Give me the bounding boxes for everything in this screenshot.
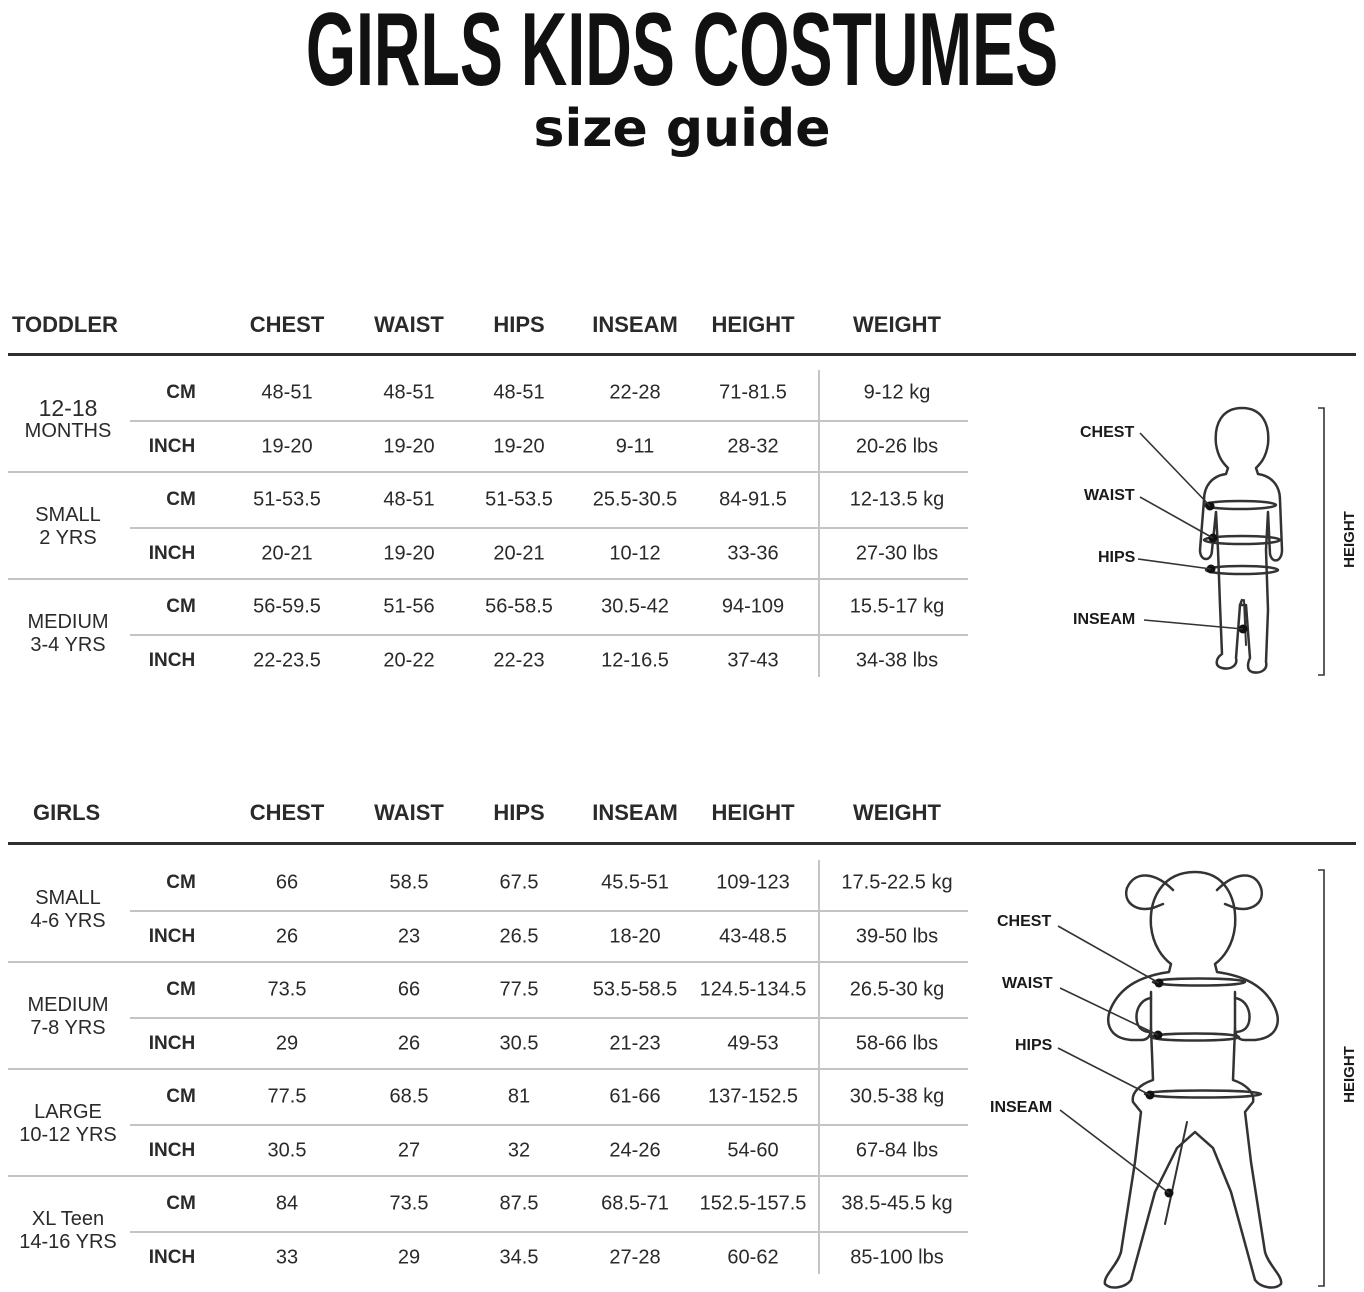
girls-cell-inch: 26 xyxy=(275,925,299,948)
toddler-cell-cm: 48-51 xyxy=(383,488,435,511)
toddler-cell-inch: 19-20 xyxy=(383,435,435,458)
toddler-column-header: HIPS xyxy=(493,312,545,337)
toddler-cell-cm: 94-109 xyxy=(721,595,785,618)
girls-unit-inch: INCH xyxy=(148,1247,196,1268)
toddler-cell-cm: 51-56 xyxy=(383,595,435,618)
girls-cell-inch: 58-66 lbs xyxy=(855,1032,939,1055)
girl-inseam-label: INSEAM xyxy=(990,1099,1053,1116)
girls-row-midline xyxy=(130,1017,968,1019)
girls-row-separator xyxy=(8,1175,968,1177)
girls-cell-cm: 38.5-45.5 kg xyxy=(841,1192,953,1215)
toddler-cell-cm: 12-13.5 kg xyxy=(849,488,945,511)
toddler-cell-cm: 22-28 xyxy=(609,381,661,404)
girls-size-name: SMALL xyxy=(35,887,101,909)
toddler-size-range: 3-4 YRS xyxy=(30,634,106,656)
toddler-row-separator xyxy=(8,471,968,473)
girls-row-midline xyxy=(130,1124,968,1126)
girls-cell-cm: 61-66 xyxy=(609,1085,661,1108)
girls-cell-inch: 29 xyxy=(275,1032,299,1055)
toddler-height-label: HEIGHT xyxy=(1340,511,1358,568)
toddler-row-midline xyxy=(130,420,968,422)
toddler-size-range: MONTHS xyxy=(24,420,112,442)
girls-cell-cm: 124.5-134.5 xyxy=(699,978,807,1001)
girls-cell-cm: 137-152.5 xyxy=(707,1085,799,1108)
toddler-hips-label: HIPS xyxy=(1098,549,1136,566)
girls-cell-cm: 66 xyxy=(275,871,299,894)
page-title: GIRLS KIDS COSTUMES xyxy=(305,0,1059,108)
girls-cell-inch: 67-84 lbs xyxy=(855,1139,939,1162)
girls-column-header: HEIGHT xyxy=(711,800,795,825)
girls-cell-inch: 43-48.5 xyxy=(719,925,787,948)
toddler-cell-inch: 20-21 xyxy=(261,542,313,565)
girls-cell-cm: 67.5 xyxy=(499,871,539,894)
toddler-cell-inch: 37-43 xyxy=(727,649,779,672)
girls-cell-cm: 68.5 xyxy=(389,1085,429,1108)
girls-row-separator xyxy=(8,961,968,963)
girls-unit-inch: INCH xyxy=(148,1033,196,1054)
girls-unit-inch: INCH xyxy=(148,1140,196,1161)
girls-cell-cm: 73.5 xyxy=(267,978,307,1001)
girls-size-range: 4-6 YRS xyxy=(30,910,106,932)
toddler-size-name: 12-18 xyxy=(38,395,98,421)
toddler-cell-cm: 48-51 xyxy=(383,381,435,404)
girls-cell-cm: 81 xyxy=(507,1085,531,1108)
girls-column-header: CHEST xyxy=(249,800,325,825)
girls-unit-cm: CM xyxy=(166,1193,196,1214)
toddler-size-name: SMALL xyxy=(35,504,101,526)
girls-cell-inch: 85-100 lbs xyxy=(850,1246,944,1269)
girls-cell-inch: 21-23 xyxy=(609,1032,661,1055)
toddler-cell-cm: 56-59.5 xyxy=(253,595,321,618)
girls-size-name: XL Teen xyxy=(31,1208,105,1230)
girls-size-label xyxy=(19,1208,116,1254)
girls-cell-cm: 77.5 xyxy=(267,1085,307,1108)
girls-cell-cm: 66 xyxy=(397,978,421,1001)
girls-group-label: GIRLS xyxy=(33,800,101,825)
toddler-cell-inch: 9-11 xyxy=(615,435,655,458)
girls-cell-inch: 30.5 xyxy=(499,1032,539,1055)
girls-cell-cm: 77.5 xyxy=(499,978,539,1001)
girls-size-range: 7-8 YRS xyxy=(30,1017,106,1039)
toddler-group-label: TODDLER xyxy=(12,312,118,337)
girls-cell-inch: 39-50 lbs xyxy=(855,925,939,948)
toddler-cell-inch: 22-23 xyxy=(493,649,545,672)
girls-cell-cm: 87.5 xyxy=(499,1192,539,1215)
girls-column-header: WAIST xyxy=(374,800,444,825)
girls-unit-cm: CM xyxy=(166,979,196,1000)
page-subtitle: size guide xyxy=(533,99,831,159)
toddler-cell-cm: 15.5-17 kg xyxy=(849,595,945,618)
girls-cell-inch: 18-20 xyxy=(609,925,661,948)
toddler-chest-label: CHEST xyxy=(1080,424,1135,441)
toddler-cell-inch: 20-26 lbs xyxy=(855,435,939,458)
toddler-cell-cm: 48-51 xyxy=(261,381,313,404)
toddler-size-label xyxy=(27,611,108,657)
toddler-cell-inch: 33-36 xyxy=(727,542,779,565)
toddler-cell-cm: 9-12 kg xyxy=(863,381,931,404)
toddler-header-rule xyxy=(8,353,1356,356)
girls-column-header: INSEAM xyxy=(592,800,678,825)
girls-column-header: WEIGHT xyxy=(853,800,941,825)
toddler-unit-cm: CM xyxy=(166,489,196,510)
toddler-cell-inch: 12-16.5 xyxy=(601,649,669,672)
girls-cell-inch: 29 xyxy=(397,1246,421,1269)
girls-cell-cm: 152.5-157.5 xyxy=(699,1192,807,1215)
girls-cell-inch: 49-53 xyxy=(727,1032,779,1055)
girls-cell-cm: 58.5 xyxy=(389,871,429,894)
toddler-row-midline xyxy=(130,527,968,529)
girls-cell-inch: 54-60 xyxy=(727,1139,779,1162)
girls-unit-cm: CM xyxy=(166,872,196,893)
girls-size-label xyxy=(19,1101,116,1147)
girls-cell-inch: 26.5 xyxy=(499,925,539,948)
toddler-column-header: CHEST xyxy=(249,312,325,337)
toddler-cell-cm: 51-53.5 xyxy=(485,488,553,511)
girls-unit-inch: INCH xyxy=(148,926,196,947)
girl-waist-label: WAIST xyxy=(1002,975,1053,992)
toddler-cell-inch: 20-21 xyxy=(493,542,545,565)
girls-cell-cm: 73.5 xyxy=(389,1192,429,1215)
toddler-column-header: WEIGHT xyxy=(853,312,941,337)
girls-column-header: HIPS xyxy=(493,800,545,825)
toddler-cell-inch: 19-20 xyxy=(261,435,313,458)
toddler-unit-inch: INCH xyxy=(148,436,196,457)
toddler-size-label xyxy=(25,397,112,443)
toddler-unit-cm: CM xyxy=(166,382,196,403)
toddler-measure-lines xyxy=(1060,400,1360,685)
girl-measure-lines xyxy=(1050,862,1360,1292)
toddler-column-header: INSEAM xyxy=(592,312,678,337)
toddler-cell-inch: 27-30 lbs xyxy=(855,542,939,565)
girls-cell-cm: 26.5-30 kg xyxy=(849,978,945,1001)
girls-size-name: LARGE xyxy=(34,1101,102,1123)
girls-cell-inch: 60-62 xyxy=(727,1246,779,1269)
toddler-cell-cm: 51-53.5 xyxy=(253,488,321,511)
girls-cell-inch: 34.5 xyxy=(499,1246,539,1269)
toddler-column-header: HEIGHT xyxy=(711,312,795,337)
toddler-cell-cm: 71-81.5 xyxy=(719,381,787,404)
girls-cell-cm: 68.5-71 xyxy=(601,1192,669,1215)
toddler-row-midline xyxy=(130,634,968,636)
girls-header-rule xyxy=(8,842,1356,845)
toddler-cell-inch: 19-20 xyxy=(383,542,435,565)
girls-row-midline xyxy=(130,910,968,912)
girls-cell-cm: 53.5-58.5 xyxy=(592,978,678,1001)
toddler-size-label xyxy=(35,504,101,550)
toddler-unit-inch: INCH xyxy=(148,650,196,671)
girls-row-separator xyxy=(8,1068,968,1070)
girls-size-label xyxy=(27,994,108,1040)
toddler-cell-cm: 84-91.5 xyxy=(719,488,787,511)
girls-cell-inch: 23 xyxy=(397,925,421,948)
toddler-cell-inch: 10-12 xyxy=(609,542,661,565)
girls-cell-cm: 45.5-51 xyxy=(601,871,669,894)
girls-cell-inch: 27 xyxy=(397,1139,421,1162)
toddler-cell-inch: 19-20 xyxy=(493,435,545,458)
girls-cell-cm: 84 xyxy=(275,1192,299,1215)
girl-chest-label: CHEST xyxy=(997,913,1052,930)
girls-size-range: 14-16 YRS xyxy=(19,1231,117,1253)
girls-size-label xyxy=(30,887,105,933)
girl-hips-label: HIPS xyxy=(1015,1037,1053,1054)
toddler-inseam-label: INSEAM xyxy=(1073,611,1136,628)
girls-cell-cm: 109-123 xyxy=(716,871,790,894)
girls-cell-inch: 24-26 xyxy=(609,1139,661,1162)
toddler-cell-inch: 22-23.5 xyxy=(253,649,321,672)
toddler-cell-inch: 28-32 xyxy=(727,435,779,458)
girls-unit-cm: CM xyxy=(166,1086,196,1107)
toddler-unit-inch: INCH xyxy=(148,543,196,564)
girls-cell-inch: 32 xyxy=(507,1139,531,1162)
girls-cell-inch: 33 xyxy=(275,1246,299,1269)
toddler-cell-cm: 48-51 xyxy=(493,381,545,404)
toddler-cell-inch: 34-38 lbs xyxy=(855,649,939,672)
toddler-unit-cm: CM xyxy=(166,596,196,617)
toddler-cell-cm: 56-58.5 xyxy=(485,595,553,618)
toddler-row-separator xyxy=(8,578,968,580)
girl-height-label: HEIGHT xyxy=(1340,1046,1358,1103)
girls-cell-inch: 30.5 xyxy=(267,1139,307,1162)
girls-cell-cm: 30.5-38 kg xyxy=(849,1085,945,1108)
girls-size-name: MEDIUM xyxy=(27,994,109,1016)
girls-cell-cm: 17.5-22.5 kg xyxy=(841,871,953,894)
girls-cell-inch: 27-28 xyxy=(609,1246,661,1269)
toddler-cell-cm: 30.5-42 xyxy=(601,595,669,618)
toddler-waist-label: WAIST xyxy=(1084,487,1135,504)
toddler-column-header: WAIST xyxy=(374,312,444,337)
girls-weight-divider xyxy=(818,860,820,1274)
girls-cell-inch: 26 xyxy=(397,1032,421,1055)
toddler-weight-divider xyxy=(818,370,820,677)
toddler-cell-inch: 20-22 xyxy=(383,649,435,672)
toddler-cell-cm: 25.5-30.5 xyxy=(592,488,678,511)
toddler-size-name: MEDIUM xyxy=(27,611,109,633)
girls-size-range: 10-12 YRS xyxy=(19,1124,117,1146)
toddler-size-range: 2 YRS xyxy=(39,527,97,549)
girls-row-midline xyxy=(130,1231,968,1233)
